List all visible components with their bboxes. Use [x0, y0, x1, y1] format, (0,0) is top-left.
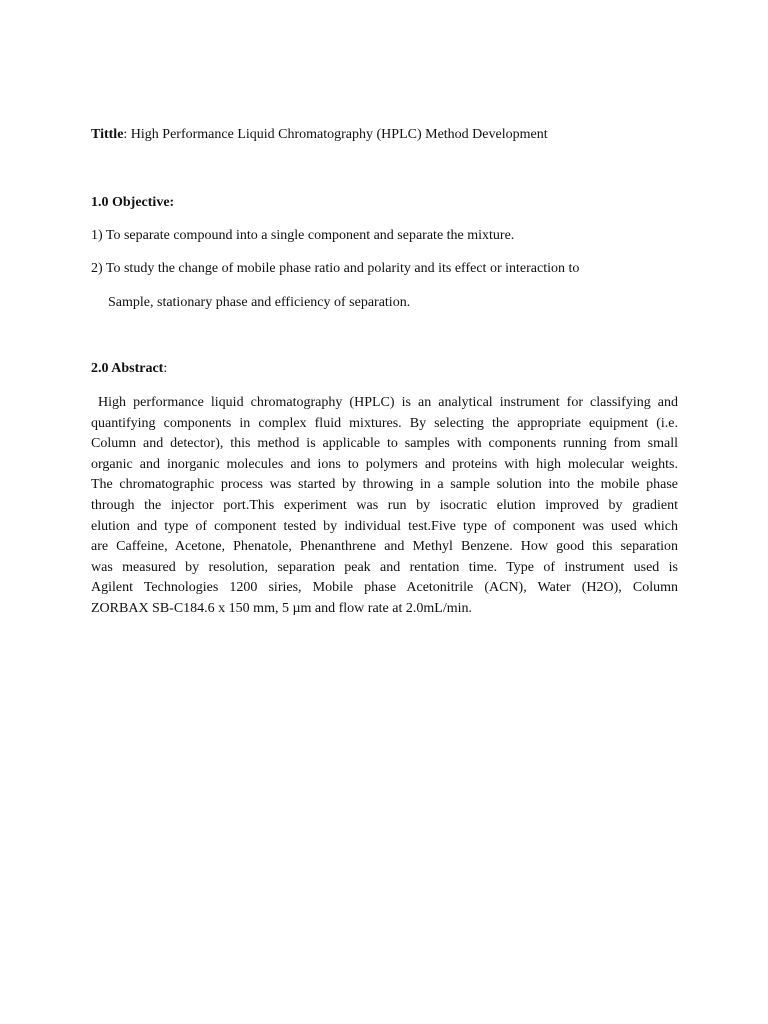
abstract-line: are Caffeine, Acetone, Phenatole, Phenanthrene and Methyl Benzene. How good this separation — [91, 539, 678, 555]
abstract-heading-suffix: : — [163, 361, 168, 376]
title-text: High Performance Liquid Chromatography (HPLC) Method Development — [130, 127, 548, 142]
abstract-line: High performance liquid chromatography (HPLC) is an analytical instrument for classifying and — [91, 395, 678, 410]
abstract-heading-label: 2.0 Abstract — [91, 361, 164, 376]
abstract-line: Column and detector), this method is applicable to samples with components running from small — [91, 436, 678, 452]
objective-item-2: 2) To study the change of mobile phase ratio and polarity and its effect or interaction to — [91, 261, 580, 276]
abstract-line: quantifying components in complex fluid mixtures. By selecting the appropriate equipment (i.e. — [91, 415, 678, 431]
document-title — [91, 126, 548, 144]
abstract-line: organic and inorganic molecules and ions to polymers and proteins with high molecular weights. — [91, 456, 678, 472]
abstract-heading — [91, 360, 167, 378]
title-separator: : — [123, 127, 131, 142]
objective-heading: 1.0 Objective: — [91, 195, 175, 210]
title-label: Tittle — [91, 127, 124, 142]
objective-item-1: 1) To separate compound into a single component and separate the mixture. — [91, 228, 515, 243]
abstract-line: ZORBAX SB-C184.6 x 150 mm, 5 µm and flow rate at 2.0mL/min. — [91, 600, 472, 616]
abstract-paragraph — [91, 393, 678, 620]
abstract-line: Agilent Technologies 1200 siries, Mobile phase Acetonitrile (ACN), Water (H2O), Column — [91, 580, 678, 596]
abstract-line: was measured by resolution, separation peak and rentation time. Type of instrument used is — [91, 559, 678, 575]
abstract-line: The chromatographic process was started by throwing in a sample solution into the mobile phase — [91, 477, 678, 493]
objective-item-2-continuation: Sample, stationary phase and efficiency of separation. — [108, 295, 411, 310]
abstract-line: through the injector port.This experiment was run by isocratic elution improved by gradient — [91, 497, 678, 513]
abstract-line: elution and type of component tested by individual test.Five type of component was used which — [91, 518, 678, 534]
